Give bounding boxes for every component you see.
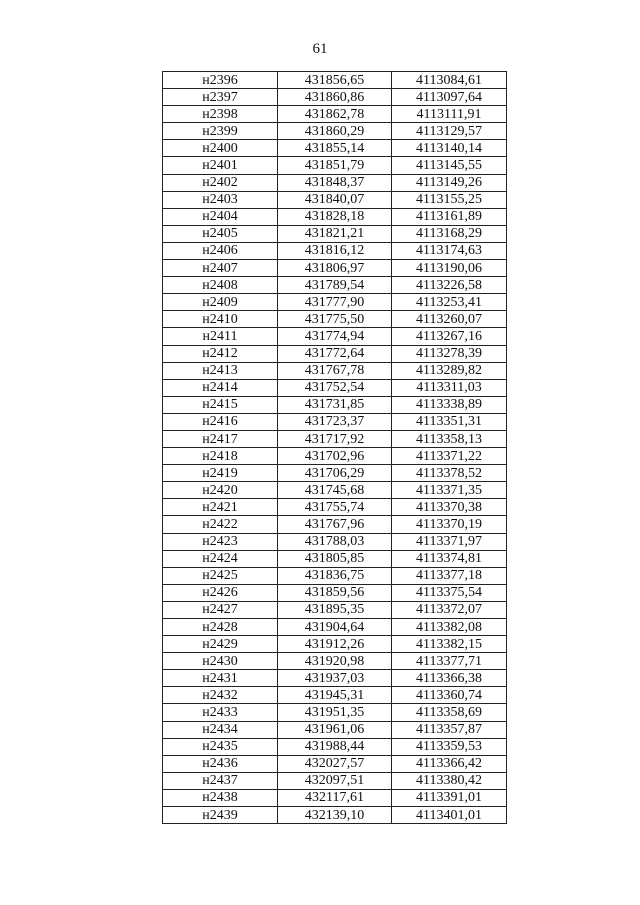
table-row: [163, 653, 507, 670]
point-id-cell: н2401: [163, 157, 278, 174]
y-coordinate-cell: 4113391,01: [392, 789, 507, 806]
y-coordinate-cell: 4113382,15: [392, 636, 507, 653]
y-coordinate-cell: 4113168,29: [392, 225, 507, 242]
point-id-cell: н2433: [163, 704, 278, 721]
y-coordinate-cell: 4113380,42: [392, 772, 507, 789]
x-coordinate-cell: 431774,94: [278, 328, 392, 345]
x-coordinate-cell: 431755,74: [278, 499, 392, 516]
x-coordinate-cell: 431851,79: [278, 157, 392, 174]
x-coordinate-cell: 431767,96: [278, 516, 392, 533]
point-id-cell: н2403: [163, 191, 278, 208]
point-id-cell: н2435: [163, 738, 278, 755]
y-coordinate-cell: 4113174,63: [392, 242, 507, 259]
x-coordinate-cell: 431789,54: [278, 277, 392, 294]
coordinates-table: [162, 71, 507, 824]
y-coordinate-cell: 4113226,58: [392, 277, 507, 294]
y-coordinate-cell: 4113366,38: [392, 670, 507, 687]
table-row: [163, 328, 507, 345]
point-id-cell: н2430: [163, 653, 278, 670]
y-coordinate-cell: 4113289,82: [392, 362, 507, 379]
x-coordinate-cell: 431860,29: [278, 123, 392, 140]
y-coordinate-cell: 4113149,26: [392, 174, 507, 191]
x-coordinate-cell: 431772,64: [278, 345, 392, 362]
x-coordinate-cell: 431752,54: [278, 379, 392, 396]
table-row: [163, 482, 507, 499]
y-coordinate-cell: 4113377,71: [392, 653, 507, 670]
table-row: [163, 89, 507, 106]
point-id-cell: н2404: [163, 208, 278, 225]
x-coordinate-cell: 431895,35: [278, 601, 392, 618]
table-row: [163, 807, 507, 824]
table-row: [163, 260, 507, 277]
x-coordinate-cell: 431951,35: [278, 704, 392, 721]
table-row: [163, 772, 507, 789]
x-coordinate-cell: 431745,68: [278, 482, 392, 499]
y-coordinate-cell: 4113260,07: [392, 311, 507, 328]
x-coordinate-cell: 431840,07: [278, 191, 392, 208]
point-id-cell: н2420: [163, 482, 278, 499]
coordinates-table-body: [163, 72, 507, 824]
point-id-cell: н2425: [163, 567, 278, 584]
x-coordinate-cell: 431904,64: [278, 619, 392, 636]
point-id-cell: н2436: [163, 755, 278, 772]
table-row: [163, 601, 507, 618]
y-coordinate-cell: 4113338,89: [392, 396, 507, 413]
y-coordinate-cell: 4113278,39: [392, 345, 507, 362]
table-row: [163, 567, 507, 584]
table-row: [163, 106, 507, 123]
table-row: [163, 379, 507, 396]
table-row: [163, 72, 507, 89]
table-row: [163, 413, 507, 430]
point-id-cell: н2414: [163, 379, 278, 396]
x-coordinate-cell: 431816,12: [278, 242, 392, 259]
point-id-cell: н2429: [163, 636, 278, 653]
table-row: [163, 550, 507, 567]
y-coordinate-cell: 4113358,69: [392, 704, 507, 721]
y-coordinate-cell: 4113370,19: [392, 516, 507, 533]
y-coordinate-cell: 4113358,13: [392, 430, 507, 447]
point-id-cell: н2399: [163, 123, 278, 140]
table-row: [163, 191, 507, 208]
point-id-cell: н2416: [163, 413, 278, 430]
point-id-cell: н2432: [163, 687, 278, 704]
x-coordinate-cell: 431855,14: [278, 140, 392, 157]
y-coordinate-cell: 4113097,64: [392, 89, 507, 106]
y-coordinate-cell: 4113378,52: [392, 465, 507, 482]
y-coordinate-cell: 4113371,22: [392, 448, 507, 465]
table-row: [163, 396, 507, 413]
y-coordinate-cell: 4113371,35: [392, 482, 507, 499]
x-coordinate-cell: 431731,85: [278, 396, 392, 413]
table-row: [163, 242, 507, 259]
point-id-cell: н2402: [163, 174, 278, 191]
table-row: [163, 225, 507, 242]
x-coordinate-cell: 431961,06: [278, 721, 392, 738]
y-coordinate-cell: 4113382,08: [392, 619, 507, 636]
y-coordinate-cell: 4113359,53: [392, 738, 507, 755]
point-id-cell: н2418: [163, 448, 278, 465]
x-coordinate-cell: 431937,03: [278, 670, 392, 687]
table-row: [163, 533, 507, 550]
point-id-cell: н2422: [163, 516, 278, 533]
x-coordinate-cell: 431706,29: [278, 465, 392, 482]
y-coordinate-cell: 4113372,07: [392, 601, 507, 618]
x-coordinate-cell: 431828,18: [278, 208, 392, 225]
point-id-cell: н2431: [163, 670, 278, 687]
table-row: [163, 738, 507, 755]
point-id-cell: н2419: [163, 465, 278, 482]
x-coordinate-cell: 432117,61: [278, 789, 392, 806]
point-id-cell: н2406: [163, 242, 278, 259]
x-coordinate-cell: 431859,56: [278, 584, 392, 601]
table-row: [163, 448, 507, 465]
y-coordinate-cell: 4113190,06: [392, 260, 507, 277]
point-id-cell: н2424: [163, 550, 278, 567]
point-id-cell: н2438: [163, 789, 278, 806]
table-row: [163, 277, 507, 294]
point-id-cell: н2397: [163, 89, 278, 106]
table-row: [163, 755, 507, 772]
x-coordinate-cell: 431723,37: [278, 413, 392, 430]
x-coordinate-cell: 432139,10: [278, 807, 392, 824]
table-row: [163, 687, 507, 704]
table-row: [163, 157, 507, 174]
x-coordinate-cell: 431912,26: [278, 636, 392, 653]
point-id-cell: н2412: [163, 345, 278, 362]
table-row: [163, 362, 507, 379]
y-coordinate-cell: 4113375,54: [392, 584, 507, 601]
point-id-cell: н2426: [163, 584, 278, 601]
x-coordinate-cell: 432027,57: [278, 755, 392, 772]
table-row: [163, 465, 507, 482]
x-coordinate-cell: 431806,97: [278, 260, 392, 277]
x-coordinate-cell: 431788,03: [278, 533, 392, 550]
table-row: [163, 499, 507, 516]
table-row: [163, 619, 507, 636]
x-coordinate-cell: 431860,86: [278, 89, 392, 106]
point-id-cell: н2407: [163, 260, 278, 277]
x-coordinate-cell: 431777,90: [278, 294, 392, 311]
table-row: [163, 516, 507, 533]
table-row: [163, 123, 507, 140]
point-id-cell: н2417: [163, 430, 278, 447]
table-row: [163, 294, 507, 311]
y-coordinate-cell: 4113161,89: [392, 208, 507, 225]
y-coordinate-cell: 4113366,42: [392, 755, 507, 772]
table-row: [163, 430, 507, 447]
y-coordinate-cell: 4113351,31: [392, 413, 507, 430]
y-coordinate-cell: 4113084,61: [392, 72, 507, 89]
point-id-cell: н2439: [163, 807, 278, 824]
point-id-cell: н2437: [163, 772, 278, 789]
table-row: [163, 721, 507, 738]
y-coordinate-cell: 4113111,91: [392, 106, 507, 123]
table-row: [163, 345, 507, 362]
x-coordinate-cell: 431836,75: [278, 567, 392, 584]
y-coordinate-cell: 4113371,97: [392, 533, 507, 550]
y-coordinate-cell: 4113311,03: [392, 379, 507, 396]
y-coordinate-cell: 4113253,41: [392, 294, 507, 311]
x-coordinate-cell: 431988,44: [278, 738, 392, 755]
y-coordinate-cell: 4113145,55: [392, 157, 507, 174]
x-coordinate-cell: 431848,37: [278, 174, 392, 191]
point-id-cell: н2405: [163, 225, 278, 242]
x-coordinate-cell: 431767,78: [278, 362, 392, 379]
x-coordinate-cell: 431702,96: [278, 448, 392, 465]
x-coordinate-cell: 431856,65: [278, 72, 392, 89]
y-coordinate-cell: 4113374,81: [392, 550, 507, 567]
point-id-cell: н2409: [163, 294, 278, 311]
table-row: [163, 704, 507, 721]
point-id-cell: н2427: [163, 601, 278, 618]
x-coordinate-cell: 432097,51: [278, 772, 392, 789]
y-coordinate-cell: 4113267,16: [392, 328, 507, 345]
table-row: [163, 140, 507, 157]
y-coordinate-cell: 4113129,57: [392, 123, 507, 140]
x-coordinate-cell: 431945,31: [278, 687, 392, 704]
y-coordinate-cell: 4113377,18: [392, 567, 507, 584]
table-row: [163, 174, 507, 191]
table-row: [163, 670, 507, 687]
y-coordinate-cell: 4113357,87: [392, 721, 507, 738]
y-coordinate-cell: 4113155,25: [392, 191, 507, 208]
x-coordinate-cell: 431775,50: [278, 311, 392, 328]
y-coordinate-cell: 4113360,74: [392, 687, 507, 704]
x-coordinate-cell: 431805,85: [278, 550, 392, 567]
point-id-cell: н2413: [163, 362, 278, 379]
page-number: 61: [312, 41, 328, 57]
point-id-cell: н2434: [163, 721, 278, 738]
table-row: [163, 636, 507, 653]
point-id-cell: н2411: [163, 328, 278, 345]
table-row: [163, 208, 507, 225]
point-id-cell: н2408: [163, 277, 278, 294]
y-coordinate-cell: 4113140,14: [392, 140, 507, 157]
x-coordinate-cell: 431821,21: [278, 225, 392, 242]
point-id-cell: н2415: [163, 396, 278, 413]
x-coordinate-cell: 431717,92: [278, 430, 392, 447]
table-row: [163, 584, 507, 601]
y-coordinate-cell: 4113370,38: [392, 499, 507, 516]
y-coordinate-cell: 4113401,01: [392, 807, 507, 824]
point-id-cell: н2410: [163, 311, 278, 328]
point-id-cell: н2421: [163, 499, 278, 516]
x-coordinate-cell: 431862,78: [278, 106, 392, 123]
x-coordinate-cell: 431920,98: [278, 653, 392, 670]
table-row: [163, 311, 507, 328]
table-row: [163, 789, 507, 806]
point-id-cell: н2428: [163, 619, 278, 636]
point-id-cell: н2423: [163, 533, 278, 550]
point-id-cell: н2400: [163, 140, 278, 157]
point-id-cell: н2396: [163, 72, 278, 89]
point-id-cell: н2398: [163, 106, 278, 123]
